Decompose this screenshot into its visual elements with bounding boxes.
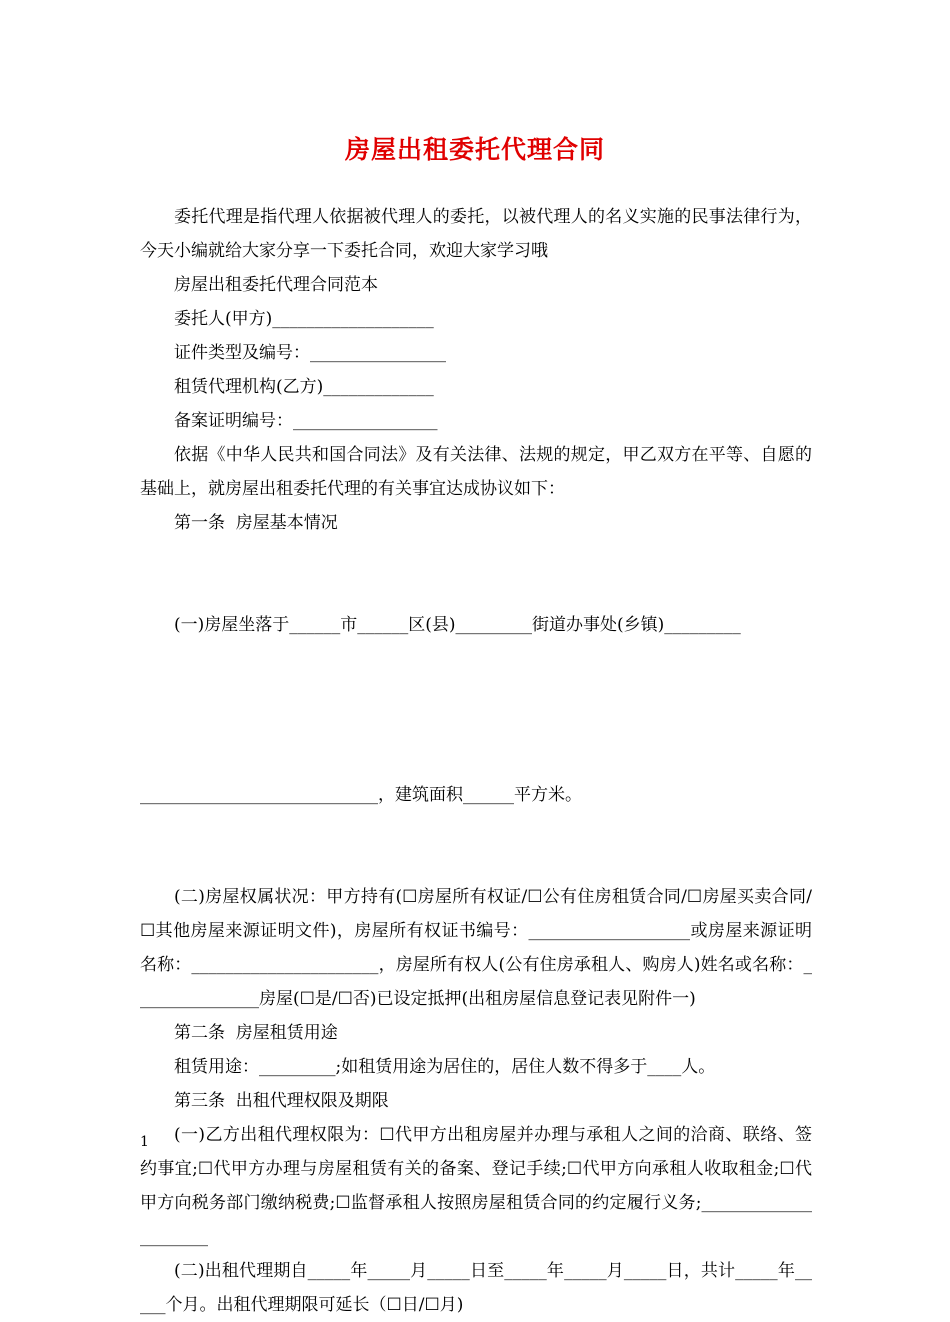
article-1-item-1-line-2: ____________________________，建筑面积______平方米。	[140, 785, 582, 805]
client-field: 委托人(甲方)___________________	[174, 309, 434, 329]
sample-heading: 房屋出租委托代理合同范本	[174, 275, 378, 295]
article-1-item-1-continued	[140, 710, 812, 880]
record-number-field: 备案证明编号：_________________	[174, 411, 438, 431]
article-1-item-1	[140, 540, 812, 710]
article-1-item-2: (二)房屋权属状况：甲方持有(☐房屋所有权证/☐公有住房租赁合同/☐房屋买卖合同/☐其他房屋来源证明文件)，房屋所有权证书编号：___________________或房屋来源证明名称：______________________，房屋所有权人(公有住房承租人、购房人)姓名或名称：_______________房屋(☐是/☐否)已设定抵押(出租房屋信息登记表见附件一)	[140, 887, 812, 1009]
page-number: 1	[140, 1134, 149, 1150]
article-2-heading: 第二条 房屋租赁用途	[174, 1023, 338, 1043]
article-3-item-2: (二)出租代理期自_____年_____月_____日至_____年_____月_____日，共计_____年_____个月。出租代理期限可延长（☐日/☐月)	[140, 1261, 812, 1315]
article-3-item-1: (一)乙方出租代理权限为：☐代甲方出租房屋并办理与承租人之间的洽商、联络、签约事宜;☐代甲方办理与房屋租赁有关的备案、登记手续;☐代甲方向承租人收取租金;☐代甲方向税务部门缴纳税费;☐监督承租人按照房屋租赁合同的约定履行义务;_____________________	[140, 1125, 812, 1247]
intro-paragraph: 委托代理是指代理人依据被代理人的委托，以被代理人的名义实施的民事法律行为，今天小编就给大家分享一下委托合同，欢迎大家学习哦	[140, 207, 812, 261]
basis-paragraph: 依据《中华人民共和国合同法》及有关法律、法规的规定，甲乙双方在平等、自愿的基础上，就房屋出租委托代理的有关事宜达成协议如下：	[140, 445, 812, 499]
article-2-use: 租赁用途：_________;如租赁用途为居住的，居住人数不得多于____人。	[174, 1057, 716, 1077]
article-1-item-1-line-1: (一)房屋坐落于______市______区(县)_________街道办事处(乡镇)_________	[174, 615, 741, 635]
article-3-heading: 第三条 出租代理权限及期限	[174, 1091, 389, 1111]
document-body	[140, 200, 812, 1322]
id-info-field: 证件类型及编号：________________	[174, 343, 446, 363]
document-title: 房屋出租委托代理合同	[344, 135, 605, 164]
article-1-heading: 第一条 房屋基本情况	[174, 513, 338, 533]
agency-field: 租赁代理机构(乙方)_____________	[174, 377, 434, 397]
